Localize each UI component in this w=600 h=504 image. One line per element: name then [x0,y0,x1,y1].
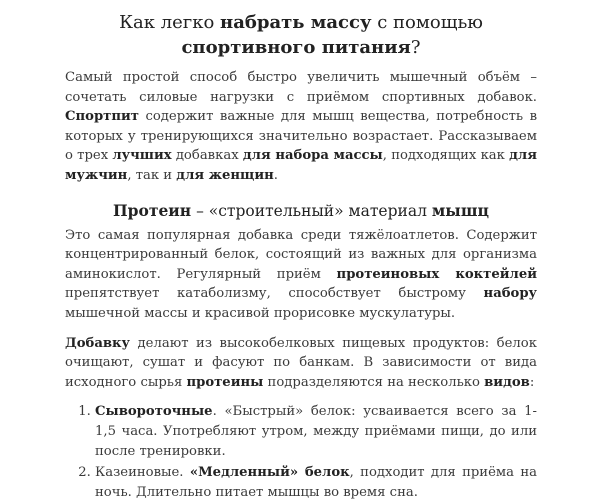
bold-text: для мужчин [65,148,537,183]
list-item-whey [95,402,537,461]
bold-text: протеиновых коктейлей [336,266,537,282]
bold-text: протеины [186,374,264,390]
bold-text: Спортпит [65,109,139,125]
text-segment: делают из высокобелковых пищевых продуктов: белок очищают, сушат и фасуют по банкам. В зависимости от вида исходного сырья [65,335,537,390]
article [65,10,537,504]
bold-text: для набора массы [242,148,383,164]
text-segment: Это самая популярная добавка среди тяжёлоатлетов. Содержит концентрированный белок, состоящий из важных для организма аминокислот. Регулярный приём [65,227,537,282]
article-title [65,10,537,60]
text-segment: препятствует катаболизму, способствует быстрому [65,286,484,302]
text-segment: мышечной массы и красивой прорисовке мускулатуры. [65,305,456,321]
section-heading-protein [65,200,537,222]
bold-text: мышц [431,200,489,220]
protein-description-paragraph [65,226,537,324]
text-segment: , подходит для приёма на ночь. Длительно питает мышцы во время сна. [95,465,537,500]
protein-types-list [65,402,537,502]
text-segment: с помощью [371,12,483,33]
bold-text: Сывороточные [95,404,213,420]
text-segment: Самый простой способ быстро увеличить мышечный объём – сочетать силовые нагрузки с приёмом спортивных добавок. [65,70,537,105]
text-segment: Как легко [119,12,221,33]
text-segment: , подходящих как [382,148,510,164]
bold-text: лучших [112,148,172,164]
list-item-casein [95,463,537,502]
bold-text: набрать массу [220,12,372,33]
text-segment: : [529,374,535,390]
text-segment: содержит важные для мышц вещества, потребность в которых у тренирующихся значительно возрастает. Рассказываем о трех [65,109,537,164]
bold-text: Протеин [113,200,192,220]
protein-production-paragraph [65,334,537,393]
intro-paragraph [65,68,537,186]
text-segment: . «Быстрый» белок: усваивается всего за 1-1,5 часа. Употребляют утром, между приёмами пищи, до или после тренировки. [95,404,537,459]
text-segment: ? [410,37,421,58]
bold-text: «Медленный» белок [189,465,350,481]
bold-text: набору [483,286,537,302]
bold-text: для женщин [176,167,274,183]
text-segment: добавках [171,148,243,164]
text-segment: . [273,167,278,183]
text-segment: Казеиновые. [95,465,190,481]
bold-text: видов [484,374,530,390]
text-segment: – «строительный» материал [191,201,432,220]
bold-text: спортивного питания [181,37,411,58]
text-segment: , так и [127,167,177,183]
bold-text: Добавку [65,335,130,351]
text-segment: подразделяются на несколько [263,374,485,390]
